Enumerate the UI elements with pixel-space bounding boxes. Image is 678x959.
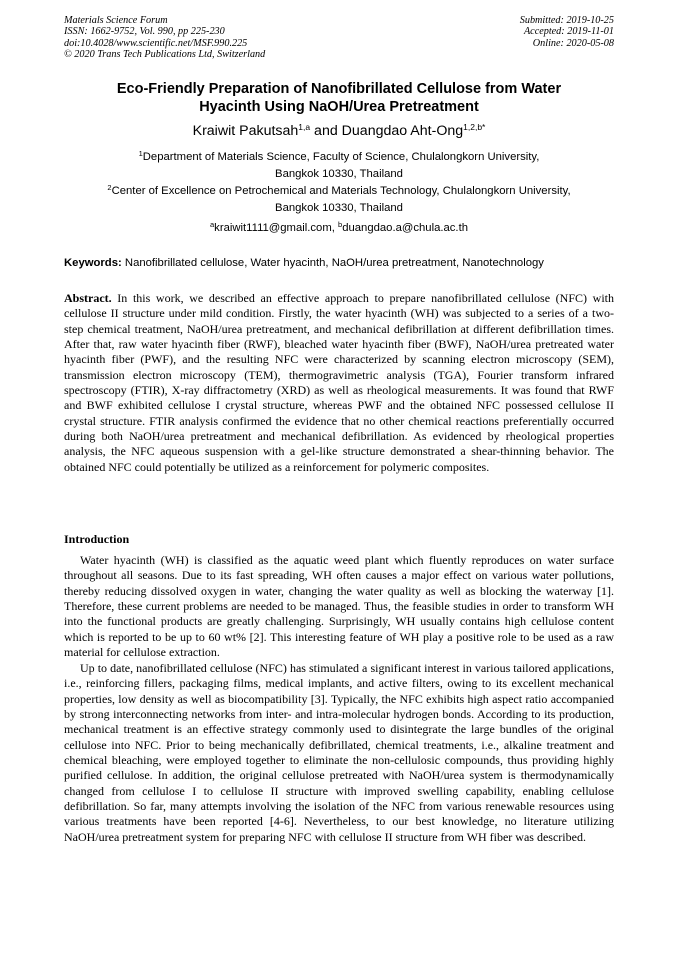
- journal-header: [64, 15, 265, 61]
- submission-dates: [520, 15, 614, 49]
- affiliation-2-line-1: Center of Excellence on Petrochemical and Materials Technology, Chulalongkorn University,: [111, 185, 571, 197]
- accepted-date: Accepted: 2019-11-01: [523, 26, 614, 38]
- author-1: Kraiwit Pakutsah: [192, 123, 299, 139]
- affiliation-1-mark: 1: [138, 149, 143, 158]
- title-line-2: Hyacinth Using NaOH/Urea Pretreatment: [199, 99, 479, 115]
- affiliation-2-mark: 2: [107, 183, 112, 192]
- paper-title: [64, 80, 614, 116]
- email-a[interactable]: kraiwit1111@gmail.com: [214, 222, 332, 234]
- abstract-label: Abstract.: [64, 291, 112, 305]
- title-line-1: Eco-Friendly Preparation of Nanofibrillated Cellulose from Water: [116, 81, 562, 97]
- submitted-date: Submitted: 2019-10-25: [519, 15, 614, 26]
- keywords-text: Nanofibrillated cellulose, Water hyacinth, NaOH/urea pretreatment, Nanotechnology: [121, 257, 544, 269]
- author-list: [64, 122, 614, 140]
- author-joiner: and: [310, 123, 342, 139]
- online-date: Online: 2020-05-08: [532, 37, 614, 49]
- keywords-label: Keywords:: [64, 257, 122, 269]
- email-separator: ,: [331, 222, 339, 234]
- introduction-paragraph-2: Up to date, nanofibrillated cellulose (NFC) has stimulated a significant interest in various tailored applications, i.e., reinforcing fillers, packaging films, medical implants, and active filters, owing to its excellent mechanical properties, low density as well as biocompatibility [3]. Typically, the NFC exhibits high aspect ratio accompanied by strong interconnecting networks from inter- and intra-molecular hydrogen bonds. According to its production, mechanical treatment is an effective strategy commonly used to disintegrate the large bundles of the original cellulose into NFC. Prior to being mechanically defibrillated, chemical treatments, i.e., alkaline treatment and chemical bleaching, were employed together to eliminate the non-cellulosic compounds, thus providing highly purified cellulose. In addition, the original cellulose pretreated with NaOH/urea system is thermodynamically changed from cellulose I to cellulose II structure with improved swelling capability, enabling cellulose defibrillation. So far, many attempts involving the isolation of the NFC from various renewable resources using various treatments have been reported [4-6]. Nevertheless, to our best knowledge, no literature utilizing NaOH/urea pretreatment system for preparing NFC with cellulose II structure from WH fiber was described.: [64, 661, 614, 844]
- author-1-affiliation-mark: 1,a: [298, 122, 311, 132]
- author-2-affiliation-mark: 1,2,b*: [463, 122, 486, 132]
- abstract-text: In this work, we described an effective approach to prepare nanofibrillated cellulose (NFC) with cellulose II structure under mild condition. Firstly, the water hyacinth (WH) was subjected to a series of a two-step chemical treatment, NaOH/urea pretreatment, and mechanical defibrillation at different defibrillation times. After that, raw water hyacinth fiber (RWF), bleached water hyacinth fiber (BWF), NaOH/urea pretreated water hyacinth fiber (PWF), and the resulting NFC were characterized by scanning electron microscopy (SEM), transmission electron microscopy (TEM), thermogravimetric analysis (TGA), Fourier transform infrared spectroscopy (FTIR), X-ray diffractometry (XRD) as well as rheological measurements. It was found that RWF and BWF exhibited cellulose I crystal structure, whereas PWF and the obtained NFC possessed cellulose II crystal structure. FTIR analysis confirmed the evidence that no other chemical reactions preferentially occurred during both NaOH/urea pretreatment and mechanical defibrillation. As evidenced by rheological properties analysis, the NFC aqueous suspension with a gel-like structure demonstrated a shear-thinning behavior. The obtained NFC could potentially be utilized as a reinforcement for polymeric composites.: [64, 291, 614, 474]
- copyright: © 2020 Trans Tech Publications Ltd, Switzerland: [64, 49, 266, 61]
- affiliation-1: [80, 149, 598, 182]
- author-emails: [64, 221, 614, 235]
- email-b-mark: b: [338, 220, 343, 229]
- doi: doi:10.4028/www.scientific.net/MSF.990.225: [64, 37, 248, 49]
- introduction-paragraph-1: Water hyacinth (WH) is classified as the aquatic weed plant which fluently reproduces on water surface throughout all seasons. Due to its fast spreading, WH often causes a major effect on various water pollutions, thereby reducing dissolved oxygen in water, changing the water quality as well as blocking the waterway [1]. Therefore, these current problems are needed to be managed. Thus, the feasible studies in order to transform WH into the functional products are greatly challenging. Surprisingly, WH usually contains high cellulose content which is reported to be up to 60 wt% [2]. This interesting feature of WH play a positive role to be used as a raw material for cellulose extraction.: [64, 553, 614, 660]
- email-b[interactable]: duangdao.a@chula.ac.th: [342, 222, 468, 234]
- issn-volume: ISSN: 1662-9752, Vol. 990, pp 225-230: [64, 26, 225, 38]
- abstract: [64, 291, 614, 475]
- affiliation-1-line-1: Department of Materials Science, Faculty of Science, Chulalongkorn University,: [142, 151, 540, 163]
- keywords: [64, 256, 614, 270]
- author-2: Duangdao Aht-Ong: [341, 123, 464, 139]
- affiliation-2-line-2: Bangkok 10330, Thailand: [275, 201, 403, 214]
- section-heading-introduction: Introduction: [64, 532, 130, 546]
- journal-name: Materials Science Forum: [64, 15, 168, 26]
- affiliation-1-line-2: Bangkok 10330, Thailand: [275, 167, 403, 180]
- email-a-mark: a: [210, 220, 215, 229]
- affiliation-2: [80, 183, 598, 216]
